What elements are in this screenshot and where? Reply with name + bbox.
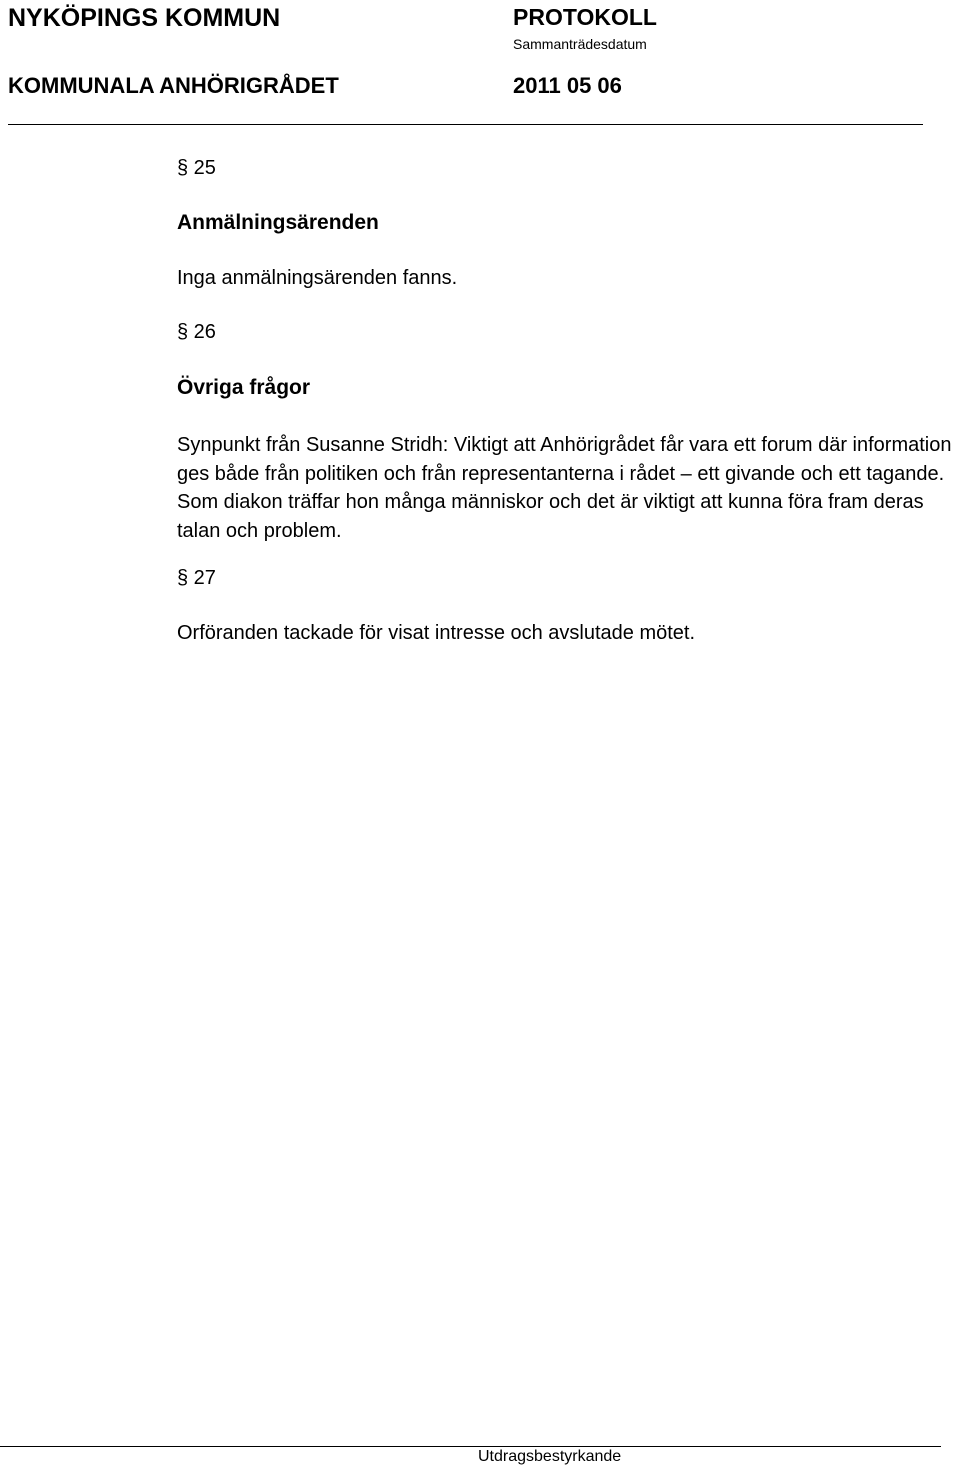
section-title-26: Övriga frågor <box>177 376 311 399</box>
section-text-26: Synpunkt från Susanne Stridh: Viktigt att Anhörigrådet får vara ett forum där information ges både från politiken och från representanterna i rådet – ett givande och ett tagande. Som diakon träffar hon många människor och det är viktigt att kunna föra fram deras talan och problem. <box>177 434 952 542</box>
document-type: PROTOKOLL <box>513 4 657 30</box>
organization-name: NYKÖPINGS KOMMUN <box>8 4 281 32</box>
meeting-date-label: Sammanträdesdatum <box>513 36 647 52</box>
meeting-date: 2011 05 06 <box>513 73 622 98</box>
section-number-25: § 25 <box>177 157 216 179</box>
committee-name: KOMMUNALA ANHÖRIGRÅDET <box>8 73 339 98</box>
header-divider <box>8 124 923 125</box>
section-number-27: § 27 <box>177 567 216 589</box>
section-number-26: § 26 <box>177 321 216 343</box>
section-text-27: Orföranden tackade för visat intresse och avslutade mötet. <box>177 622 696 644</box>
attestation-label: Utdragsbestyrkande <box>478 1448 622 1465</box>
footer-divider <box>0 1446 941 1447</box>
section-text-25: Inga anmälningsärenden fanns. <box>177 267 458 289</box>
section-title-25: Anmälningsärenden <box>177 211 379 234</box>
